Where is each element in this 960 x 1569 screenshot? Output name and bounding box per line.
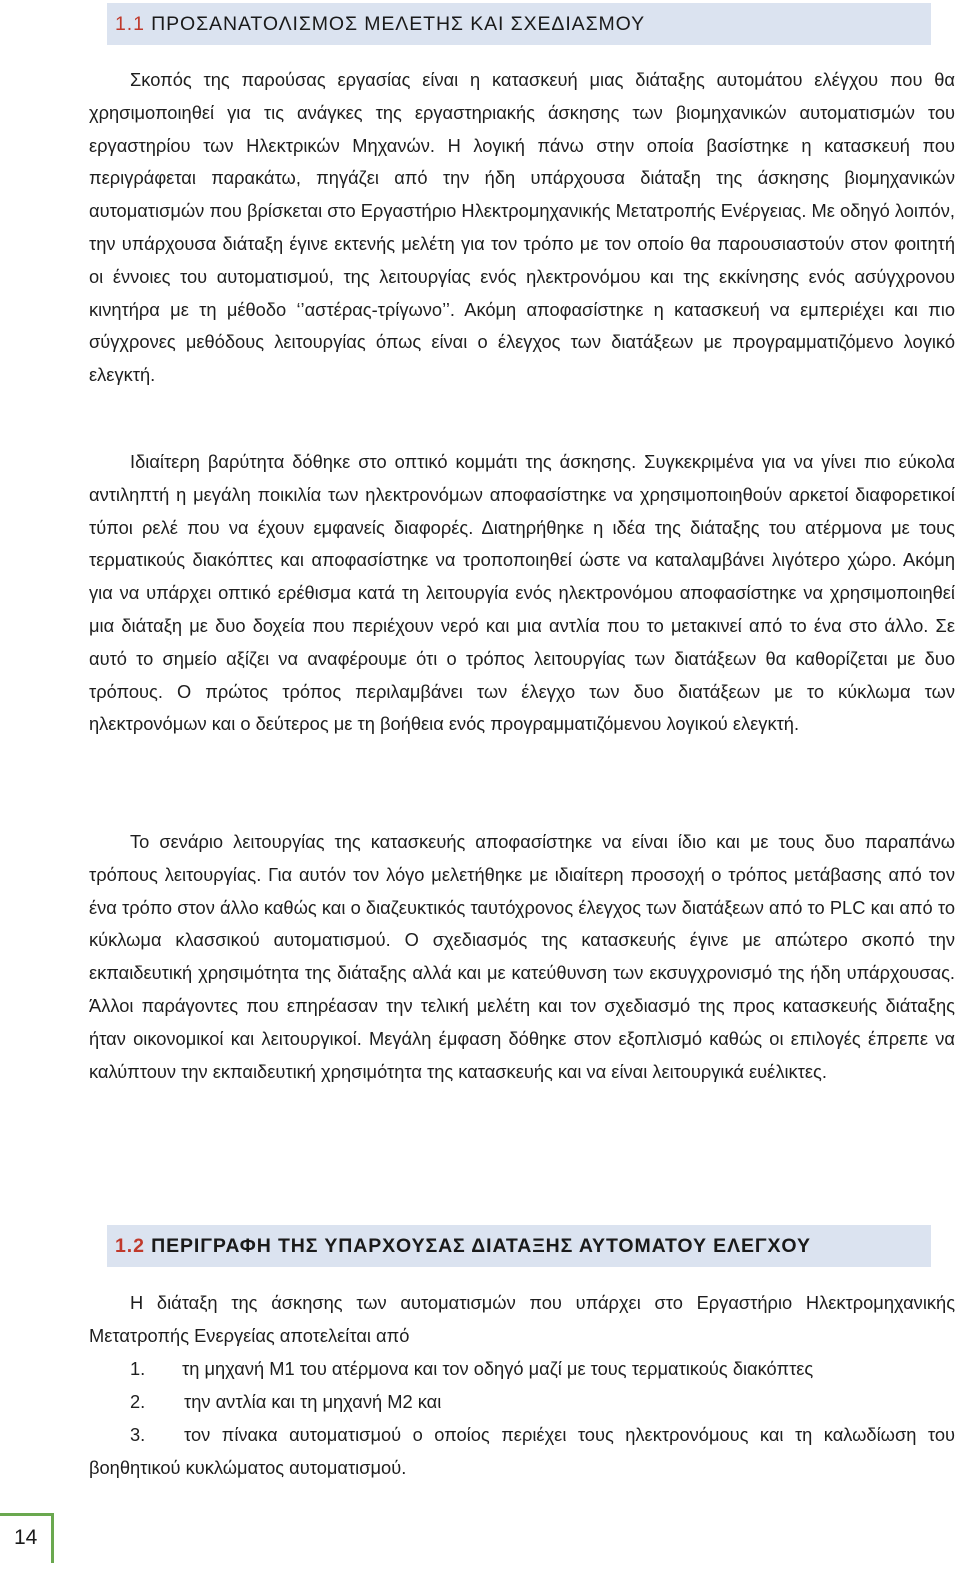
list-item [89, 1386, 955, 1419]
section-title: ΠΡΟΣΑΝΑΤΟΛΙΣΜΟΣ ΜΕΛΕΤΗΣ ΚΑΙ ΣΧΕΔΙΑΣΜΟΥ [151, 13, 646, 35]
paragraph: Ιδιαίτερη βαρύτητα δόθηκε στο οπτικό κομμάτι της άσκησης. Συγκεκριμένα για να γίνει πιο εύκολα αντιληπτή η μεγάλη ποικιλία των ηλεκτρονόμων αποφασίστηκε να χρησιμοποιηθούν αρκετοί διαφορετικοί τύποι ρελέ που να έχουν εμφανείς διαφορές. Διατηρήθηκε η ιδέα της διάταξης του ατέρμονα με τους τερματικούς διακόπτες και αποφασίστηκε να τροποποιηθεί ώστε να καταλαμβάνει λιγότερο χώρο. Ακόμη για να υπάρχει οπτικό ερέθισμα κατά τη λειτουργία ενός ηλεκτρονόμου αποφασίστηκε να χρησιμοποιηθεί μια διάταξη με δυο δοχεία που περιέχουν νερό και μια αντλία που το μετακινεί από το ένα στο άλλο. Σε αυτό το σημείο αξίζει να αναφέρουμε ότι ο τρόπος λειτουργίας των διατάξεων θα καθορίζεται με δυο τρόπους. Ο πρώτος τρόπος περιλαμβάνει των έλεγχο των δυο διατάξεων με το κύκλωμα των ηλεκτρονόμων και ο δεύτερος με τη βοήθεια ενός προγραμματιζόμενου λογικού ελεγκτή. [89, 451, 955, 735]
list-item [89, 1419, 955, 1485]
section-number: 1.1 [115, 13, 145, 35]
paragraph: Η διάταξη της άσκησης των αυτοματισμών που υπάρχει στο Εργαστήριο Ηλεκτρομηχανικής Μετατροπής Ενεργείας αποτελείται από [89, 1292, 955, 1346]
section-heading-1-2 [107, 1225, 931, 1267]
section-heading-1-1 [107, 3, 931, 45]
section-number: 1.2 [115, 1235, 145, 1257]
page-number-badge [0, 1513, 54, 1563]
paragraph: Σκοπός της παρούσας εργασίας είναι η κατασκευή μιας διάταξης αυτομάτου ελέγχου που θα χρησιμοποιηθεί για τις ανάγκες της εργαστηριακής άσκησης των βιομηχανικών αυτοματισμών του εργαστηρίου των Ηλεκτρικών Μηχανών. Η λογική πάνω στην οποία βασίστηκε η κατασκευή που περιγράφεται παρακάτω, πηγάζει από την ήδη υπάρχουσα διάταξη της άσκησης βιομηχανικών αυτοματισμών που βρίσκεται στο Εργαστήριο Ηλεκτρομηχανικής Μετατροπής Ενέργειας. Με οδηγό λοιπόν, την υπάρχουσα διάταξη έγινε εκτενής μελέτη για τον τρόπο με τον οποίο θα παρουσιαστούν στον φοιτητή οι έννοιες του αυτοματισμού, της λειτουργίας ενός ηλεκτρονόμου και της εκκίνησης ενός ασύγχρονου κινητήρα με τη μέθοδο ‘’αστέρας-τρίγωνο’’. Ακόμη αποφασίστηκε η κατασκευή να εμπεριέχει και πιο σύγχρονες μεθόδους λειτουργίας όπως είναι ο έλεγχος των διατάξεων με προγραμματιζόμενο λογικό ελεγκτή. [89, 69, 955, 386]
list-item-text: τον πίνακα αυτοματισμού ο οποίος περιέχει τους ηλεκτρονόμους και τη καλωδίωση του βοηθητικού κυκλώματος αυτοματισμού. [89, 1424, 955, 1478]
paragraph: Το σενάριο λειτουργίας της κατασκευής αποφασίστηκε να είναι ίδιο και με τους δυο παραπάνω τρόπους λειτουργίας. Για αυτόν τον λόγο μελετήθηκε με ιδιαίτερη προσοχή ο τρόπος μετάβασης από τον ένα τρόπο στον άλλο καθώς και ο διαζευκτικός ταυτόχρονος έλεγχος των διατάξεων από το PLC και από το κύκλωμα κλασσικού αυτοματισμού. Ο σχεδιασμός της κατασκευής έγινε με απώτερο σκοπό την εκπαιδευτική χρησιμότητα της διάταξης αλλά και με κατεύθυνση των εκσυγχρονισμό της ήδη υπάρχουσας. Άλλοι παράγοντες που επηρέασαν την τελική μελέτη και τον σχεδιασμό της προς κατασκευής διάταξης ήταν οικονομικοί και λειτουργικοί. Μεγάλη έμφαση δόθηκε στον εξοπλισμό καθώς οι επιλογές έπρεπε να καλύπτουν την εκπαιδευτική χρησιμότητα της κατασκευής και να είναι λειτουργικά ευέλικτες. [89, 831, 955, 1082]
list-item [89, 1353, 955, 1386]
list-item-text: την αντλία και τη μηχανή Μ2 και [184, 1391, 442, 1412]
page-number: 14 [14, 1526, 38, 1549]
list-marker: 3. [130, 1424, 146, 1445]
section-title: ΠΕΡΙΓΡΑΦΗ ΤΗΣ ΥΠΑΡΧΟΥΣΑΣ ΔΙΑΤΑΞΗΣ ΑΥΤΟΜΑΤΟΥ ΕΛΕΓΧΟΥ [151, 1235, 811, 1257]
list-item-text: τη μηχανή Μ1 του ατέρμονα και τον οδηγό μαζί με τους τερματικούς διακόπτες [182, 1358, 814, 1379]
list-marker: 2. [130, 1391, 146, 1412]
list-marker: 1. [130, 1358, 146, 1379]
